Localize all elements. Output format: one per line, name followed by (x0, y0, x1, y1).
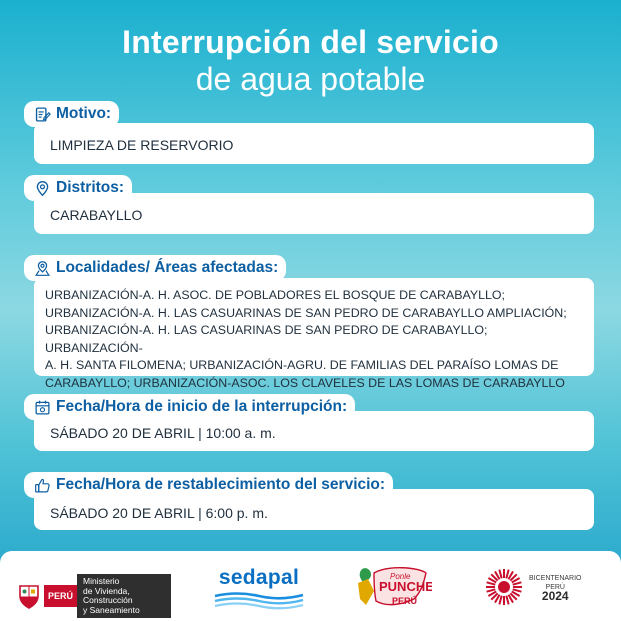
peru-tag: PERÚ (44, 585, 77, 607)
thumbs-up-icon (34, 477, 51, 494)
localidades-line-2: URBANIZACIÓN-A. H. LAS CASUARINAS DE SAN PEDRO DE CARABAYLLO AMPLIACIÓN; (45, 305, 567, 320)
title-line-1: Interrupción del servicio (122, 24, 499, 60)
inicio-label-pill (24, 394, 355, 420)
sedapal-logo (213, 566, 305, 615)
coat-of-arms-icon (18, 583, 40, 609)
emblem-ray (506, 570, 508, 579)
inicio-label: Fecha/Hora de inicio de la interrupción: (56, 398, 348, 415)
emblem-ray (499, 596, 501, 605)
distritos-value: CARABAYLLO (50, 207, 143, 223)
punche-line-3: PERÚ (392, 596, 418, 606)
restablecimiento-label: Fecha/Hora de restablecimiento del servicio: (56, 476, 386, 493)
localidades-value-box (34, 278, 594, 390)
emblem-ray (487, 589, 496, 591)
ponle-punche-badge (352, 559, 432, 615)
restablecimiento-label-pill (24, 472, 393, 498)
restablecimiento-value: SÁBADO 20 DE ABRIL | 6:00 p. m. (50, 505, 268, 521)
localidades-label-pill (24, 255, 286, 281)
distritos-label-pill (24, 175, 132, 201)
ministry-line-3: y Saneamiento (83, 604, 140, 615)
footer-logos (0, 551, 621, 621)
distritos-label: Distritos: (56, 179, 125, 196)
motivo-label-pill (24, 101, 119, 127)
bicentenario-year: 2024 (541, 588, 569, 603)
ministry-line-2: de Vivienda, Construcción (83, 585, 133, 605)
emblem-ray (513, 589, 522, 591)
bicentenario-line-2: PERÚ (545, 583, 565, 591)
bicentenario-text (529, 574, 582, 601)
inicio-value: SÁBADO 20 DE ABRIL | 10:00 a. m. (50, 425, 276, 441)
emblem-ray (506, 596, 508, 605)
calendar-icon (34, 399, 51, 416)
bicentenario-line-1: BICENTENARIO (529, 574, 582, 582)
emblem-ray (513, 582, 522, 584)
ministerio-logo (18, 574, 171, 618)
map-pin-icon (34, 180, 51, 197)
punche-line-2: PUNCHE (379, 579, 432, 594)
localidades-line-1: URBANIZACIÓN-A. H. ASOC. DE POBLADORES EL BOSQUE DE CARABAYLLO; (45, 288, 505, 302)
motivo-value: LIMPIEZA DE RESERVORIO (50, 137, 234, 153)
title-line-2: de agua potable (195, 61, 426, 97)
bicentenario-logo (484, 567, 582, 607)
motivo-label: Motivo: (56, 105, 112, 122)
localidades-line-3: URBANIZACIÓN-A. H. LAS CASUARINAS DE SAN PEDRO DE CARABAYLLO; URBANIZACIÓN- (45, 323, 488, 355)
emblem-ray (499, 570, 501, 579)
ponle-punche-peru-logo (352, 559, 432, 615)
punche-line-1: Ponle (390, 572, 411, 581)
location-area-icon (34, 260, 51, 277)
emblem-ray (487, 582, 496, 584)
bicentenario-emblem-icon (484, 567, 524, 607)
ministry-line-1: Ministerio (83, 576, 120, 586)
ministry-name (77, 574, 171, 618)
localidades-label: Localidades/ Áreas afectadas: (56, 259, 279, 276)
localidades-line-4: A. H. SANTA FILOMENA; URBANIZACIÓN-AGRU. DE FAMILIAS DEL PARAÍSO LOMAS DE (45, 358, 559, 372)
clipboard-pen-icon (34, 106, 51, 123)
sedapal-wordmark: sedapal (218, 566, 300, 589)
wave-icon (213, 590, 305, 610)
motivo-value-box (34, 123, 594, 164)
localidades-line-5: CARABAYLLO; URBANIZACIÓN-ASOC. LOS CLAVELES DE LAS LOMAS DE CARABAYLLO (45, 375, 565, 390)
